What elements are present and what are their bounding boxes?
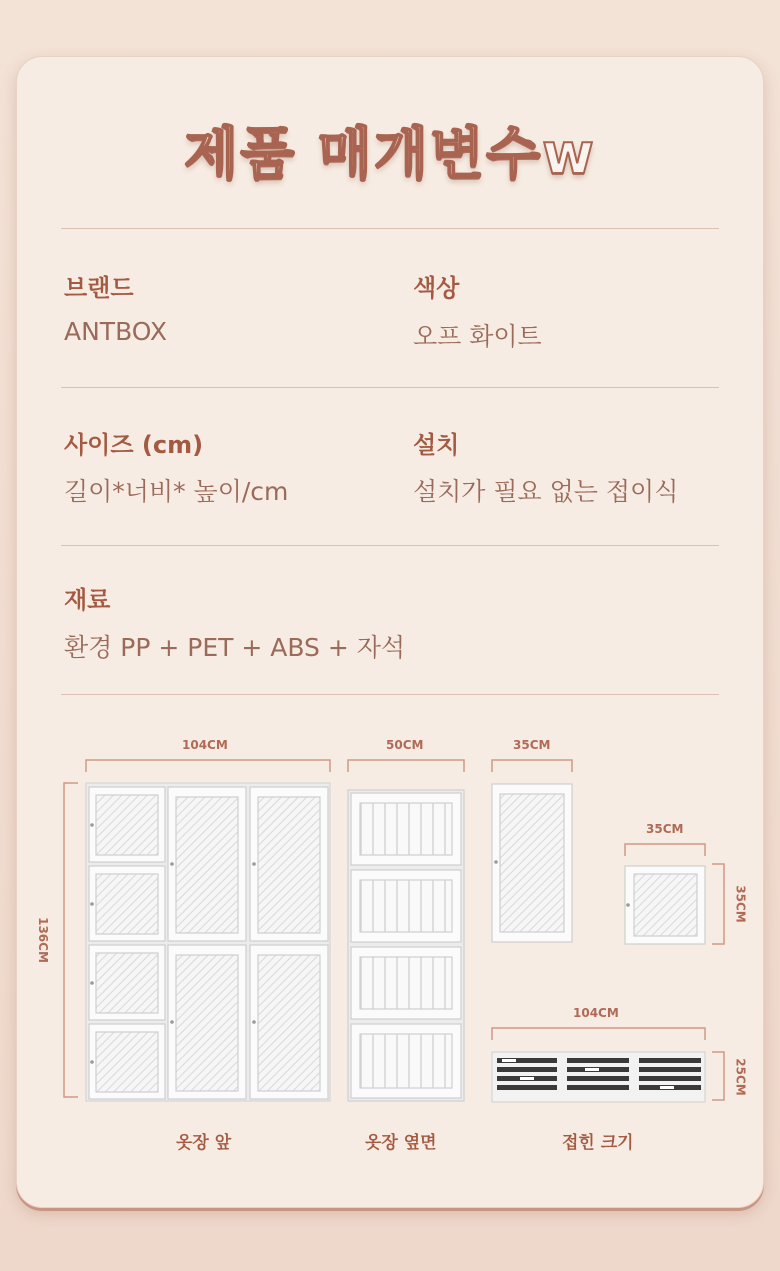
side-caption: 옷장 옆면 [365,1133,437,1153]
folded-caption: 접힌 크기 [562,1133,634,1153]
color-value: 오프 화이트 [413,322,542,351]
front-height-label: 136CM [35,917,50,963]
size-label: 사이즈 (cm) [64,431,204,459]
door-panel [492,784,572,942]
side-view-wardrobe [348,790,464,1101]
install-label: 설치 [413,431,460,459]
folded-stack [492,1052,705,1102]
material-label: 재료 [64,586,111,614]
page-title: 제품 매개변수w [184,122,596,187]
side-width-label: 50CM [386,738,424,752]
front-view-wardrobe [86,783,330,1101]
brand-value: ANTBOX [64,317,167,346]
color-label: 색상 [413,274,460,302]
front-width-label: 104CM [182,738,228,752]
material-value: 환경 PP + PET + ABS + 자석 [64,633,406,662]
square-height-label: 35CM [733,885,748,923]
square-panel [625,866,705,944]
size-value: 길이*너비* 높이/cm [64,477,289,506]
front-caption: 옷장 앞 [176,1133,232,1153]
square-width-label: 35CM [646,822,684,836]
folded-width-label: 104CM [573,1006,619,1020]
brand-label: 브랜드 [64,274,134,302]
install-value: 설치가 필요 없는 접이식 [413,477,679,506]
folded-height-label: 25CM [733,1058,748,1096]
panel-width-label: 35CM [513,738,551,752]
